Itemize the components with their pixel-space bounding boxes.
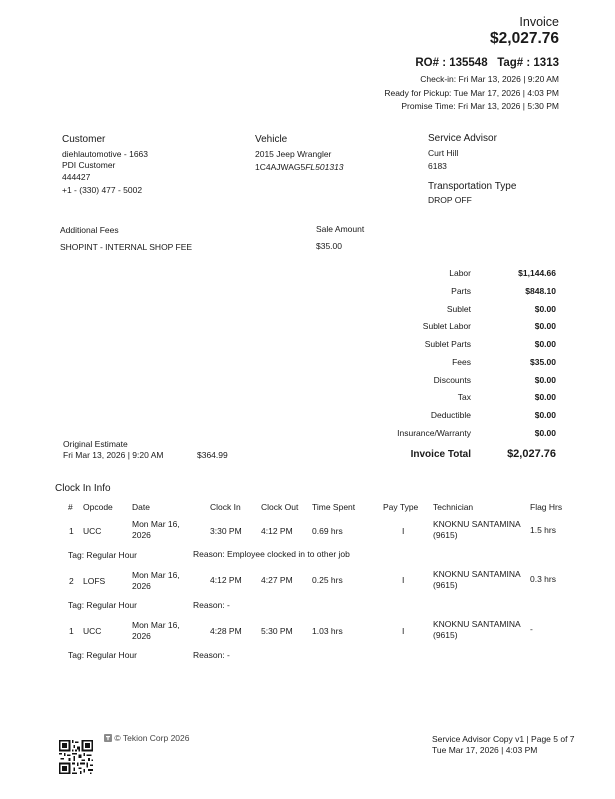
vehicle-model: 2015 Jeep Wrangler	[255, 149, 332, 159]
summary-label-labor: Labor	[449, 268, 471, 278]
promise-time: Promise Time: Fri Mar 13, 2026 | 5:30 PM	[401, 101, 559, 111]
row-flag-hrs: -	[530, 624, 533, 634]
customer-name: diehlautomotive - 1663	[62, 149, 149, 159]
summary-value-tax: $0.00	[534, 392, 556, 402]
row-technician-line2: (9615)	[433, 530, 458, 540]
row-date-line2: 2026	[132, 631, 151, 641]
copyright-text: © Tekion Corp 2026	[114, 733, 190, 743]
invoice-total-label: Invoice Total	[410, 449, 471, 460]
transport-heading: Transportation Type	[428, 181, 517, 192]
ro-number: RO# : 135548	[415, 57, 488, 69]
row-tag: Tag: Regular Hour	[68, 600, 137, 610]
row-reason: Reason: Employee clocked in to other job	[193, 549, 350, 559]
summary-value-deductible: $0.00	[534, 410, 556, 420]
row-date-line1: Mon Mar 16,	[132, 570, 180, 580]
row-clock-out: 5:30 PM	[261, 626, 293, 636]
row-clock-out: 4:27 PM	[261, 575, 293, 585]
summary-label-sublet-parts: Sublet Parts	[424, 339, 471, 349]
summary-label-sublet-labor: Sublet Labor	[422, 321, 471, 331]
row-clock-out: 4:12 PM	[261, 526, 293, 536]
customer-id: 444427	[62, 172, 91, 182]
row-time-spent: 0.69 hrs	[312, 526, 343, 536]
customer-type: PDI Customer	[62, 160, 116, 170]
summary-value-insurance-warranty: $0.00	[534, 428, 556, 438]
col-header-technician: Technician	[433, 502, 474, 512]
col-header-clock-out: Clock Out	[261, 502, 299, 512]
printed-time: Tue Mar 17, 2026 | 4:03 PM	[432, 745, 538, 755]
row-opcode: LOFS	[83, 576, 106, 586]
ro-tag-line	[415, 57, 559, 69]
row-flag-hrs: 0.3 hrs	[530, 574, 556, 584]
row-clock-in: 3:30 PM	[210, 526, 242, 536]
summary-label-sublet: Sublet	[446, 304, 471, 314]
invoice-total-value: $2,027.76	[507, 448, 556, 460]
row-number: 2	[69, 576, 74, 586]
col-header-pay-type: Pay Type	[383, 502, 419, 512]
row-tag: Tag: Regular Hour	[68, 650, 137, 660]
row-technician-line1: KNOKNU SANTAMINA	[433, 519, 521, 529]
row-pay-type: I	[402, 626, 405, 636]
copy-info: Service Advisor Copy v1 | Page 5 of 7	[432, 734, 575, 744]
row-flag-hrs: 1.5 hrs	[530, 525, 556, 535]
estimate-heading: Original Estimate	[63, 439, 128, 449]
check-in-time: Check-in: Fri Mar 13, 2026 | 9:20 AM	[420, 74, 559, 84]
summary-value-fees: $35.00	[530, 357, 556, 367]
header-total: $2,027.76	[490, 30, 559, 47]
summary-label-fees: Fees	[452, 357, 471, 367]
row-number: 1	[69, 626, 74, 636]
row-technician-line2: (9615)	[433, 580, 458, 590]
row-number: 1	[69, 526, 74, 536]
fee-name: SHOPINT - INTERNAL SHOP FEE	[60, 242, 193, 252]
col-header-flag-hrs: Flag Hrs	[530, 502, 563, 512]
row-date-line2: 2026	[132, 581, 151, 591]
tekion-logo-icon	[104, 734, 112, 742]
summary-value-discounts: $0.00	[534, 375, 556, 385]
customer-phone: +1 - (330) 477 - 5002	[62, 185, 143, 195]
row-time-spent: 0.25 hrs	[312, 575, 343, 585]
col-header-clock-in: Clock In	[210, 502, 241, 512]
summary-value-sublet-parts: $0.00	[534, 339, 556, 349]
estimate-amount: $364.99	[197, 450, 228, 460]
summary-value-labor: $1,144.66	[518, 268, 556, 278]
estimate-date: Fri Mar 13, 2026 | 9:20 AM	[63, 450, 164, 460]
footer-brand	[104, 733, 189, 743]
row-reason: Reason: -	[193, 600, 230, 610]
summary-value-sublet: $0.00	[534, 304, 556, 314]
row-technician-line1: KNOKNU SANTAMINA	[433, 619, 521, 629]
col-header-number: #	[68, 502, 73, 512]
fees-heading: Additional Fees	[60, 225, 119, 235]
transport-type: DROP OFF	[428, 195, 472, 205]
summary-value-parts: $848.10	[525, 286, 556, 296]
row-reason: Reason: -	[193, 650, 230, 660]
summary-label-deductible: Deductible	[430, 410, 471, 420]
row-tag: Tag: Regular Hour	[68, 550, 137, 560]
row-date-line1: Mon Mar 16,	[132, 620, 180, 630]
row-opcode: UCC	[83, 526, 102, 536]
vin-prefix: 1C4AJWAG5	[255, 162, 306, 172]
col-header-date: Date	[132, 502, 150, 512]
vehicle-vin	[255, 162, 344, 172]
row-time-spent: 1.03 hrs	[312, 626, 343, 636]
qr-code-icon	[59, 740, 93, 774]
row-clock-in: 4:12 PM	[210, 575, 242, 585]
row-pay-type: I	[402, 526, 405, 536]
advisor-name: Curt Hill	[428, 148, 459, 158]
advisor-id: 6183	[428, 161, 447, 171]
summary-label-discounts: Discounts	[433, 375, 471, 385]
summary-label-parts: Parts	[451, 286, 471, 296]
col-header-time-spent: Time Spent	[312, 502, 356, 512]
vehicle-heading: Vehicle	[255, 134, 288, 145]
summary-value-sublet-labor: $0.00	[534, 321, 556, 331]
row-technician-line1: KNOKNU SANTAMINA	[433, 569, 521, 579]
clock-in-heading: Clock In Info	[55, 483, 111, 494]
row-clock-in: 4:28 PM	[210, 626, 242, 636]
col-header-opcode: Opcode	[83, 502, 113, 512]
document-type: Invoice	[519, 15, 559, 29]
row-technician-line2: (9615)	[433, 630, 458, 640]
row-opcode: UCC	[83, 626, 102, 636]
vin-suffix: FL501313	[305, 162, 344, 172]
tag-number: Tag# : 1313	[497, 57, 559, 69]
fee-amount: $35.00	[316, 241, 342, 251]
summary-label-insurance-warranty: Insurance/Warranty	[397, 428, 471, 438]
ready-for-pickup-time: Ready for Pickup: Tue Mar 17, 2026 | 4:03 PM	[384, 88, 559, 98]
customer-heading: Customer	[62, 134, 106, 145]
row-pay-type: I	[402, 575, 405, 585]
row-date-line2: 2026	[132, 530, 151, 540]
row-date-line1: Mon Mar 16,	[132, 519, 180, 529]
sale-amount-heading: Sale Amount	[316, 224, 365, 234]
summary-label-tax: Tax	[457, 392, 471, 402]
advisor-heading: Service Advisor	[428, 133, 497, 144]
